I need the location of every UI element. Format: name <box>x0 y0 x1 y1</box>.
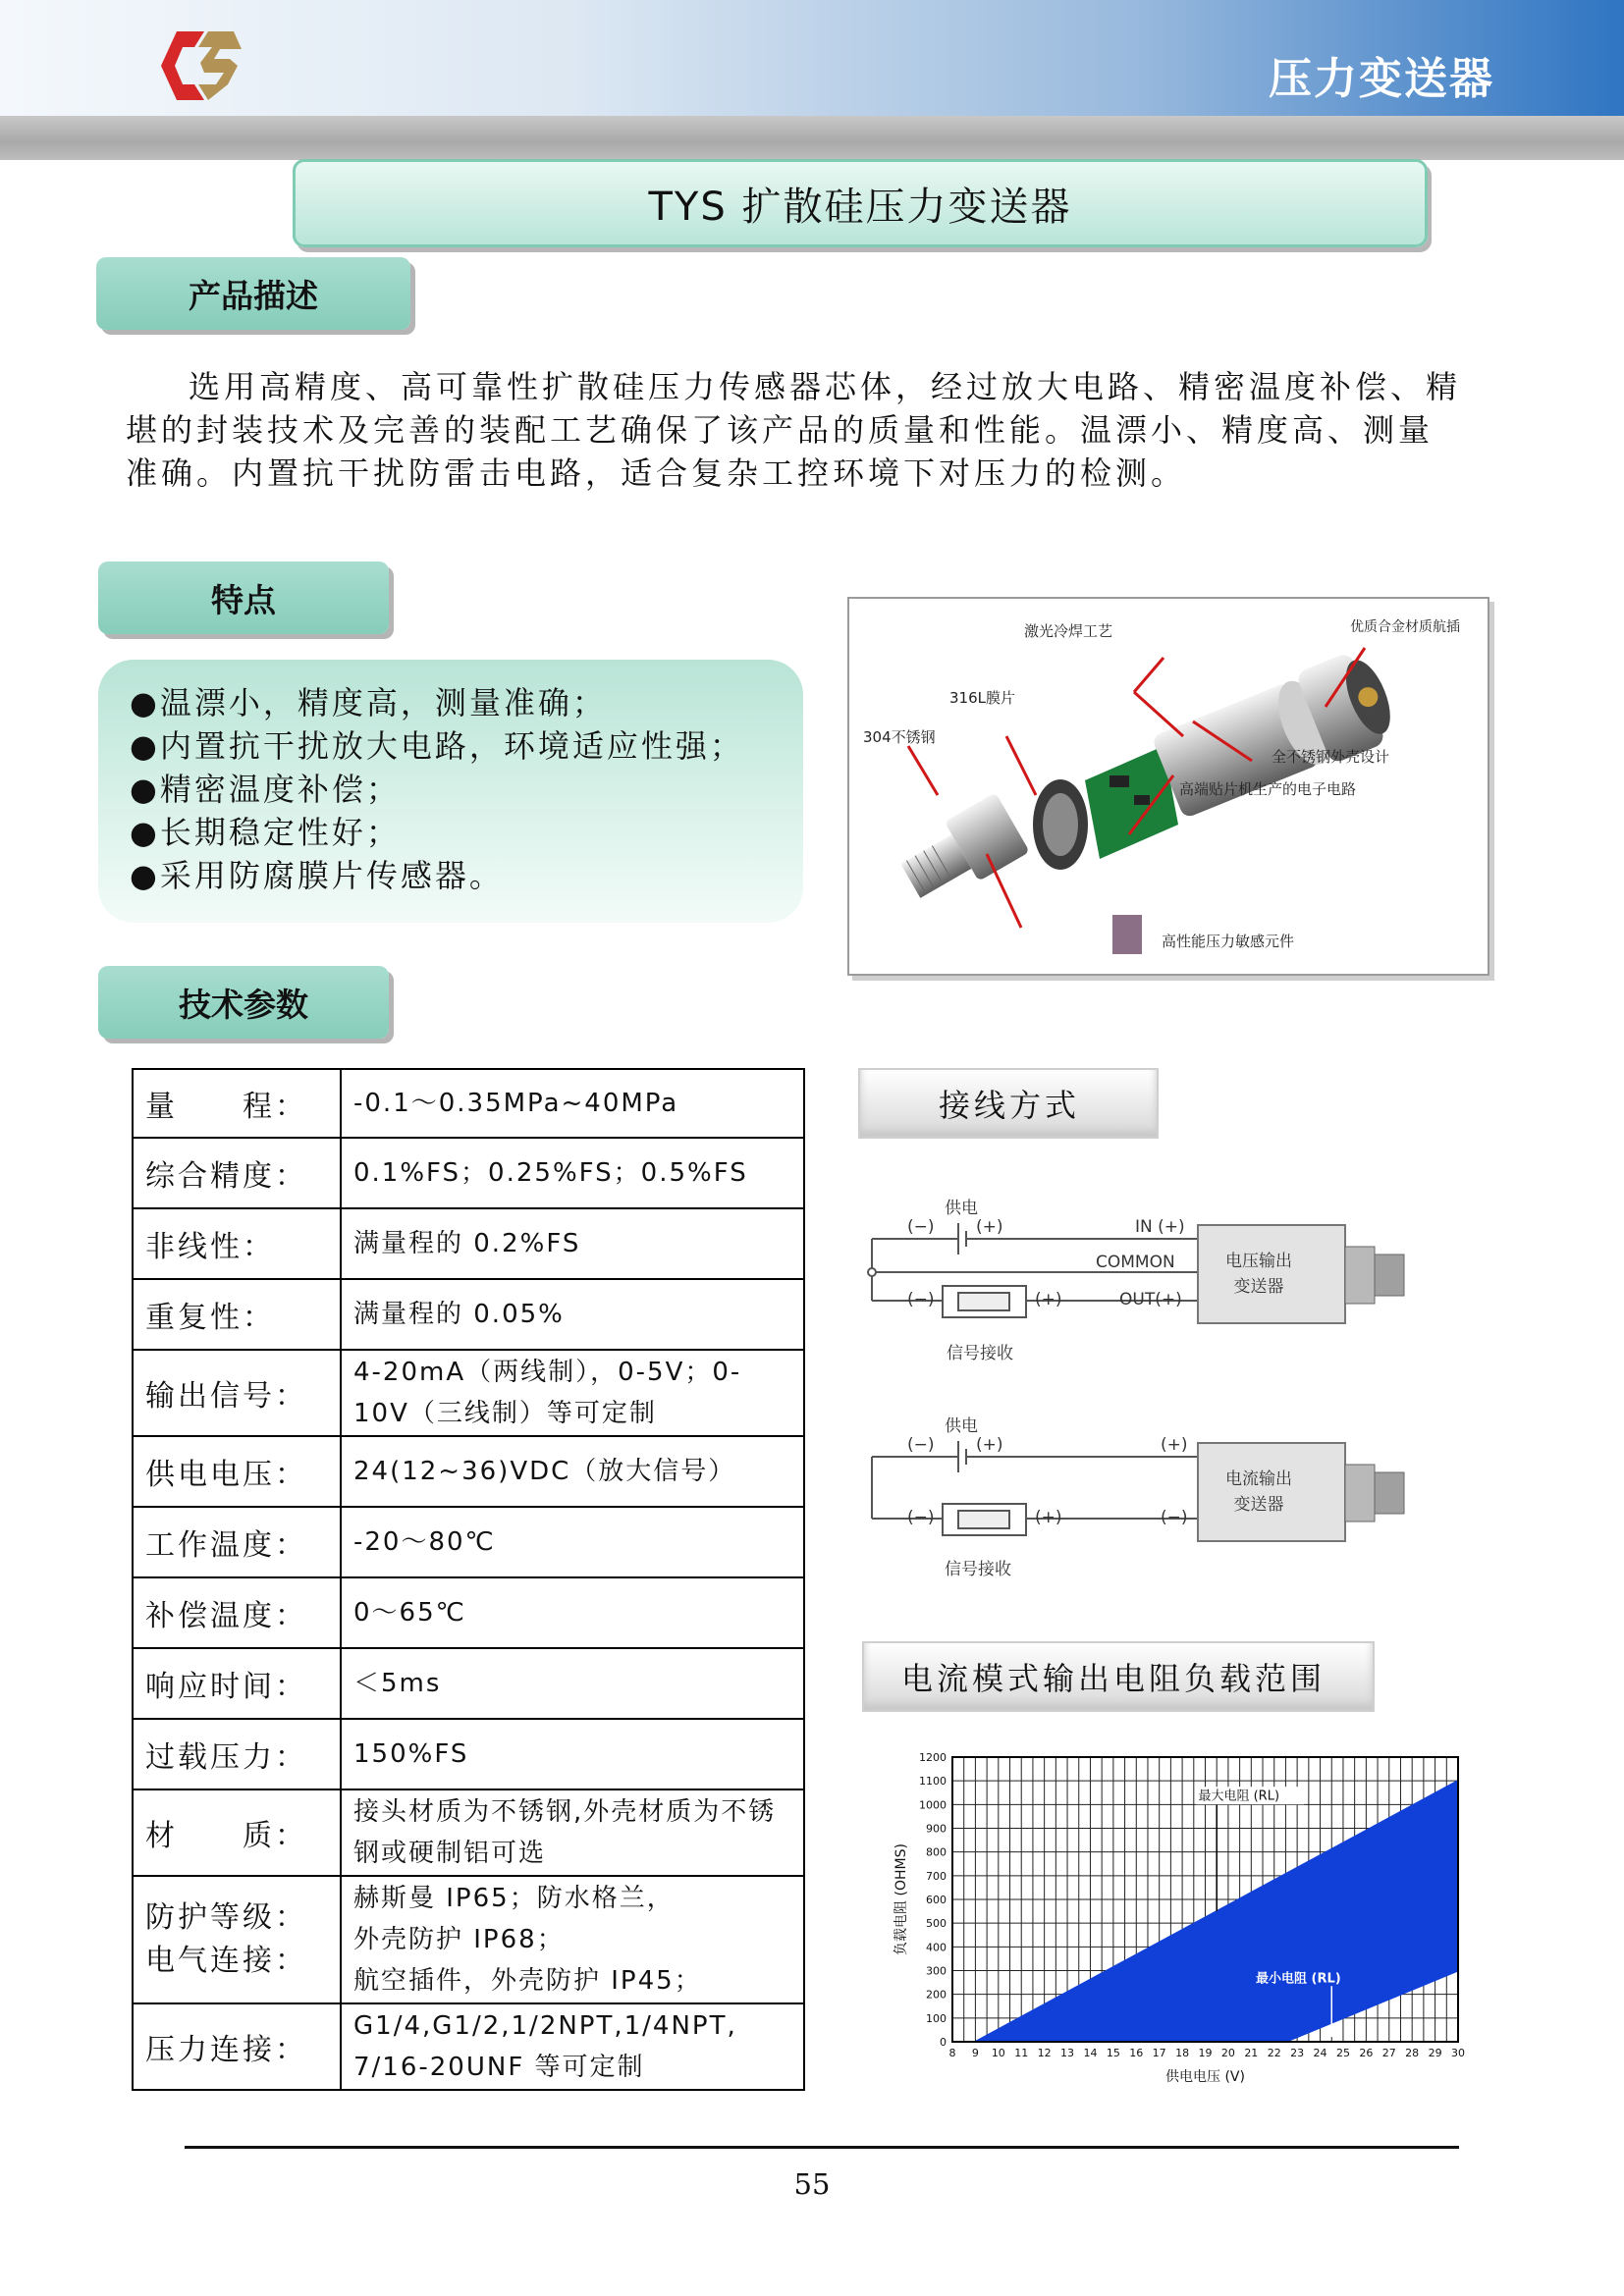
x-tick-label: 25 <box>1335 2047 1350 2059</box>
spec-label: 量 程： <box>133 1069 341 1138</box>
y-tick-label: 0 <box>940 2036 947 2049</box>
spec-label: 非线性： <box>133 1208 341 1279</box>
footer-rule <box>185 2146 1459 2149</box>
features-heading: 特点 <box>98 561 389 634</box>
max-resistance-label: 最大电阻 (RL) <box>1198 1789 1280 1804</box>
header-band <box>0 116 1624 160</box>
feature-item: ●温漂小，精度高，测量准确； <box>130 684 607 721</box>
header-section-title: 压力变送器 <box>1269 54 1494 104</box>
x-tick-label: 10 <box>991 2047 1005 2059</box>
y-tick-label: 1200 <box>919 1751 947 1764</box>
spec-value: 150%FS <box>341 1719 804 1789</box>
d1-supply-minus: (−) <box>907 1217 935 1237</box>
feature-item: ●内置抗干扰放大电路，环境适应性强； <box>130 727 744 765</box>
spec-label: 压力连接： <box>133 2003 341 2090</box>
x-tick-label: 23 <box>1290 2047 1305 2059</box>
figure-label-sensor: 高性能压力敏感元件 <box>1162 933 1295 950</box>
description-text: 选用高精度、高可靠性扩散硅压力传感器芯体，经过放大电路、精密温度补偿、精堪的封装技术及完善的装配工艺确保了该产品的质量和性能。温漂小、精度高、测量准确。内置抗干扰防雷击电路，适合复杂工控环境下对压力的检测。 <box>126 368 1462 492</box>
y-tick-label: 500 <box>926 1917 947 1931</box>
load-chart-heading: 电流模式输出电阻负载范围 <box>862 1641 1375 1712</box>
spec-table <box>132 1068 805 2091</box>
d1-recv-minus: (−) <box>907 1290 935 1309</box>
spec-label: 补偿温度： <box>133 1577 341 1648</box>
product-title: TYS 扩散硅压力变送器 <box>293 159 1428 247</box>
d1-in-plus: IN (+) <box>1135 1217 1185 1237</box>
x-tick-label: 13 <box>1060 2047 1075 2059</box>
x-tick-label: 14 <box>1083 2047 1098 2059</box>
feature-item: ●采用防腐膜片传感器。 <box>130 857 504 894</box>
table-row <box>133 1350 804 1436</box>
description-heading: 产品描述 <box>96 257 410 330</box>
spec-label: 材 质： <box>133 1789 341 1876</box>
x-tick-label: 21 <box>1244 2047 1259 2059</box>
x-axis-label: 供电电压 (V) <box>1165 2069 1245 2085</box>
x-tick-label: 22 <box>1267 2047 1281 2059</box>
table-row <box>133 1719 804 1789</box>
y-tick-label: 1000 <box>919 1798 947 1812</box>
x-tick-label: 26 <box>1359 2047 1374 2059</box>
x-tick-label: 28 <box>1405 2047 1420 2059</box>
d2-device-plus: (+) <box>1161 1435 1188 1455</box>
spec-value: -20～80℃ <box>341 1507 804 1577</box>
table-row <box>133 2003 804 2090</box>
d2-device-minus: (−) <box>1161 1508 1188 1527</box>
spec-label: 过载压力： <box>133 1719 341 1789</box>
x-tick-label: 15 <box>1106 2047 1120 2059</box>
x-tick-label: 18 <box>1175 2047 1190 2059</box>
x-tick-label: 11 <box>1014 2047 1029 2059</box>
spec-value: 4-20mA（两线制），0-5V；0-10V（三线制）等可定制 <box>341 1350 804 1436</box>
page-number: 55 <box>793 2167 831 2201</box>
x-tick-label: 17 <box>1152 2047 1166 2059</box>
spec-value: 接头材质为不锈钢,外壳材质为不锈钢或硬制铝可选 <box>341 1789 804 1876</box>
table-row <box>133 1789 804 1876</box>
y-tick-label: 1100 <box>919 1775 947 1789</box>
table-row <box>133 1138 804 1208</box>
y-tick-label: 600 <box>926 1894 947 1906</box>
features-list <box>130 681 744 897</box>
d2-supply-minus: (−) <box>907 1435 935 1455</box>
spec-value: 0～65℃ <box>341 1577 804 1648</box>
y-tick-label: 200 <box>926 1988 947 2002</box>
table-row <box>133 1577 804 1648</box>
spec-label: 防护等级： 电气连接： <box>133 1876 341 2003</box>
y-tick-label: 900 <box>926 1822 947 1836</box>
spec-label: 工作温度： <box>133 1507 341 1577</box>
spec-value: 满量程的 0.05% <box>341 1279 804 1350</box>
d1-supply-plus: (+) <box>976 1217 1003 1237</box>
x-tick-label: 27 <box>1381 2047 1396 2059</box>
table-row <box>133 1208 804 1279</box>
spec-value: 0.1%FS；0.25%FS；0.5%FS <box>341 1138 804 1208</box>
figure-label-laser: 激光冷焊工艺 <box>1024 622 1113 640</box>
table-row <box>133 1069 804 1138</box>
load-resistance-chart <box>884 1737 1473 2091</box>
spec-label: 响应时间： <box>133 1648 341 1719</box>
table-row <box>133 1436 804 1507</box>
d1-recv-plus: (+) <box>1035 1290 1062 1309</box>
x-tick-label: 12 <box>1037 2047 1052 2059</box>
x-tick-label: 19 <box>1198 2047 1213 2059</box>
d2-recv-minus: (−) <box>907 1508 935 1527</box>
product-description <box>126 365 1461 495</box>
spec-label: 重复性： <box>133 1279 341 1350</box>
feature-item: ●精密温度补偿； <box>130 771 401 808</box>
product-figure <box>847 597 1489 976</box>
d1-common: COMMON <box>1096 1253 1175 1272</box>
y-tick-label: 700 <box>926 1869 947 1883</box>
d1-receiver-label: 信号接收 <box>947 1344 1013 1363</box>
transmitter-exploded-view-icon <box>849 599 1488 974</box>
figure-label-steel304: 304不锈钢 <box>863 728 936 746</box>
x-tick-label: 16 <box>1129 2047 1144 2059</box>
min-resistance-label: 最小电阻 (RL) <box>1256 1971 1341 1987</box>
table-row <box>133 1648 804 1719</box>
spec-value: ＜5ms <box>341 1648 804 1719</box>
x-tick-label: 24 <box>1313 2047 1327 2059</box>
x-tick-label: 20 <box>1220 2047 1235 2059</box>
feature-item: ●长期稳定性好； <box>130 814 401 851</box>
spec-value: 满量程的 0.2%FS <box>341 1208 804 1279</box>
figure-label-shell: 全不锈钢外壳设计 <box>1272 748 1390 766</box>
spec-label: 输出信号： <box>133 1350 341 1436</box>
y-axis-label: 负载电阻 (OHMS) <box>893 1843 909 1955</box>
spec-label: 供电电压： <box>133 1436 341 1507</box>
spec-value: -0.1～0.35MPa~40MPa <box>341 1069 804 1138</box>
y-tick-label: 300 <box>926 1964 947 1978</box>
wiring-heading: 接线方式 <box>858 1068 1159 1139</box>
x-tick-label: 30 <box>1451 2047 1465 2059</box>
figure-label-diaphragm: 316L膜片 <box>949 689 1015 707</box>
d1-supply-label: 供电 <box>945 1199 978 1218</box>
y-tick-label: 400 <box>926 1941 947 1954</box>
spec-label: 综合精度： <box>133 1138 341 1208</box>
x-tick-label: 8 <box>948 2047 956 2059</box>
d2-supply-plus: (+) <box>976 1435 1003 1455</box>
table-row <box>133 1876 804 2003</box>
d2-recv-plus: (+) <box>1035 1508 1062 1527</box>
specs-heading: 技术参数 <box>98 966 389 1039</box>
d2-device-label: 电流输出 变送器 <box>1225 1469 1292 1515</box>
spec-value: 赫斯曼 IP65；防水格兰， 外壳防护 IP68； 航空插件，外壳防护 IP45； <box>341 1876 804 2003</box>
spec-value: G1/4,G1/2,1/2NPT,1/4NPT, 7/16-20UNF 等可定制 <box>341 2003 804 2090</box>
y-tick-label: 800 <box>926 1845 947 1859</box>
x-tick-label: 29 <box>1428 2047 1442 2059</box>
table-row <box>133 1279 804 1350</box>
y-tick-label: 100 <box>926 2011 947 2025</box>
d1-device-label: 电压输出 变送器 <box>1225 1252 1292 1297</box>
d1-out-plus: OUT(+) <box>1119 1290 1182 1309</box>
figure-label-connector: 优质合金材质航插 <box>1350 619 1460 635</box>
company-logo-icon <box>155 27 244 104</box>
spec-value: 24(12~36)VDC（放大信号） <box>341 1436 804 1507</box>
figure-label-circuit: 高端贴片机生产的电子电路 <box>1179 780 1357 798</box>
table-row <box>133 1507 804 1577</box>
d2-receiver-label: 信号接收 <box>945 1560 1011 1579</box>
d2-supply-label: 供电 <box>945 1416 978 1436</box>
x-tick-label: 9 <box>971 2047 979 2059</box>
